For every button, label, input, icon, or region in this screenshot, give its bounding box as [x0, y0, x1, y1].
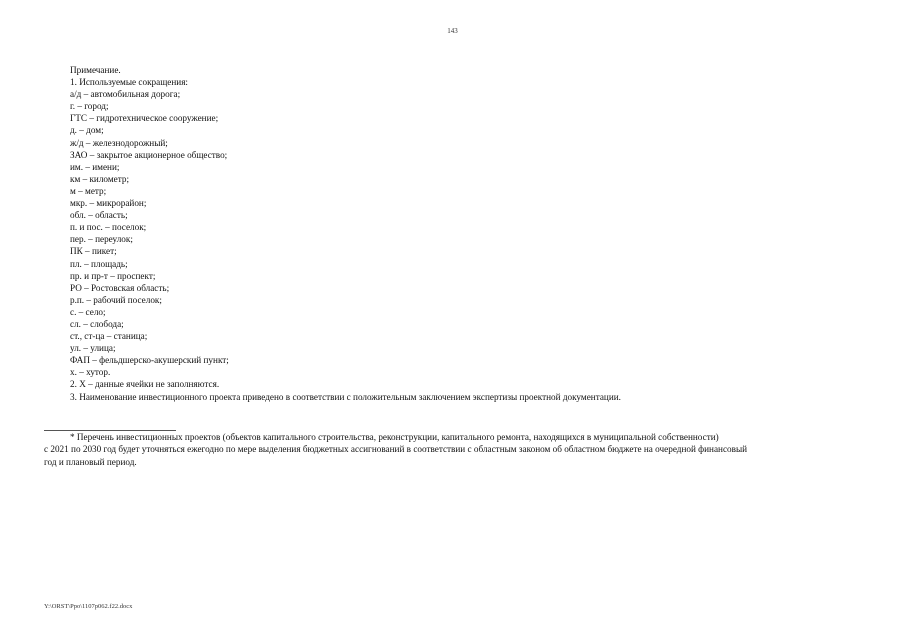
notes-item-3: 3. Наименование инвестиционного проекта приведено в соответствии с положительным заключением экспертизы проектной документации. — [70, 391, 621, 402]
notes-item-2: 2. Х – данные ячейки не заполняются. — [70, 379, 220, 390]
abbreviation-item: км – километр; — [70, 173, 130, 184]
abbreviation-item: сл. – слобода; — [70, 318, 124, 329]
page-number: 143 — [447, 27, 458, 35]
document-file-path: Y:\ORST\Ppo\1107p062.f22.docx — [44, 603, 133, 610]
footnote-line-3: год и плановый период. — [44, 456, 137, 467]
abbreviation-item: ФАП – фельдшерско-акушерский пункт; — [70, 355, 229, 366]
abbreviation-item: обл. – область; — [70, 210, 128, 221]
abbreviation-item: с. – село; — [70, 306, 106, 317]
footnote-line-1: * Перечень инвестиционных проектов (объектов капитального строительства, реконструкции, капитального ремонта, находящихся в муниципальной собственности) — [70, 432, 719, 442]
abbreviation-item: пр. и пр-т – проспект; — [70, 270, 156, 281]
notes-heading: Примечание. — [70, 65, 121, 75]
notes-section — [70, 64, 870, 403]
abbreviation-item: п. и пос. – поселок; — [70, 222, 147, 233]
abbreviation-item: х. – хутор. — [70, 367, 111, 378]
abbreviation-item: г. – город; — [70, 101, 109, 112]
abbreviation-item: РО – Ростовская область; — [70, 282, 170, 293]
abbreviation-item: ст., ст-ца – станица; — [70, 331, 148, 342]
abbreviation-item: р.п. – рабочий поселок; — [70, 294, 162, 305]
abbreviation-item: ГТС – гидротехническое сооружение; — [70, 113, 219, 124]
abbreviation-item: им. – имени; — [70, 161, 120, 172]
notes-item-1-title: 1. Используемые сокращения: — [70, 77, 188, 88]
abbreviation-item: ЗАО – закрытое акционерное общество; — [70, 149, 228, 160]
footnote — [44, 431, 864, 468]
abbreviation-item: ж/д – железнодорожный; — [70, 137, 168, 148]
abbreviation-item: ПК – пикет; — [70, 246, 117, 257]
abbreviation-item: м – метр; — [70, 185, 107, 196]
abbreviation-item: мкр. – микрорайон; — [70, 198, 147, 209]
abbreviation-item: д. – дом; — [70, 125, 104, 136]
abbreviation-item: пл. – площадь; — [70, 258, 128, 269]
abbreviation-item: ул. – улица; — [70, 343, 116, 354]
abbreviation-list — [70, 88, 870, 378]
abbreviation-item: а/д – автомобильная дорога; — [70, 89, 181, 100]
abbreviation-item: пер. – переулок; — [70, 234, 133, 245]
footnote-line-2: с 2021 по 2030 год будет уточняться ежегодно по мере выделения бюджетных ассигнований в соответствии с областным законом об областном бюджете на очередной финансовый — [44, 444, 748, 455]
